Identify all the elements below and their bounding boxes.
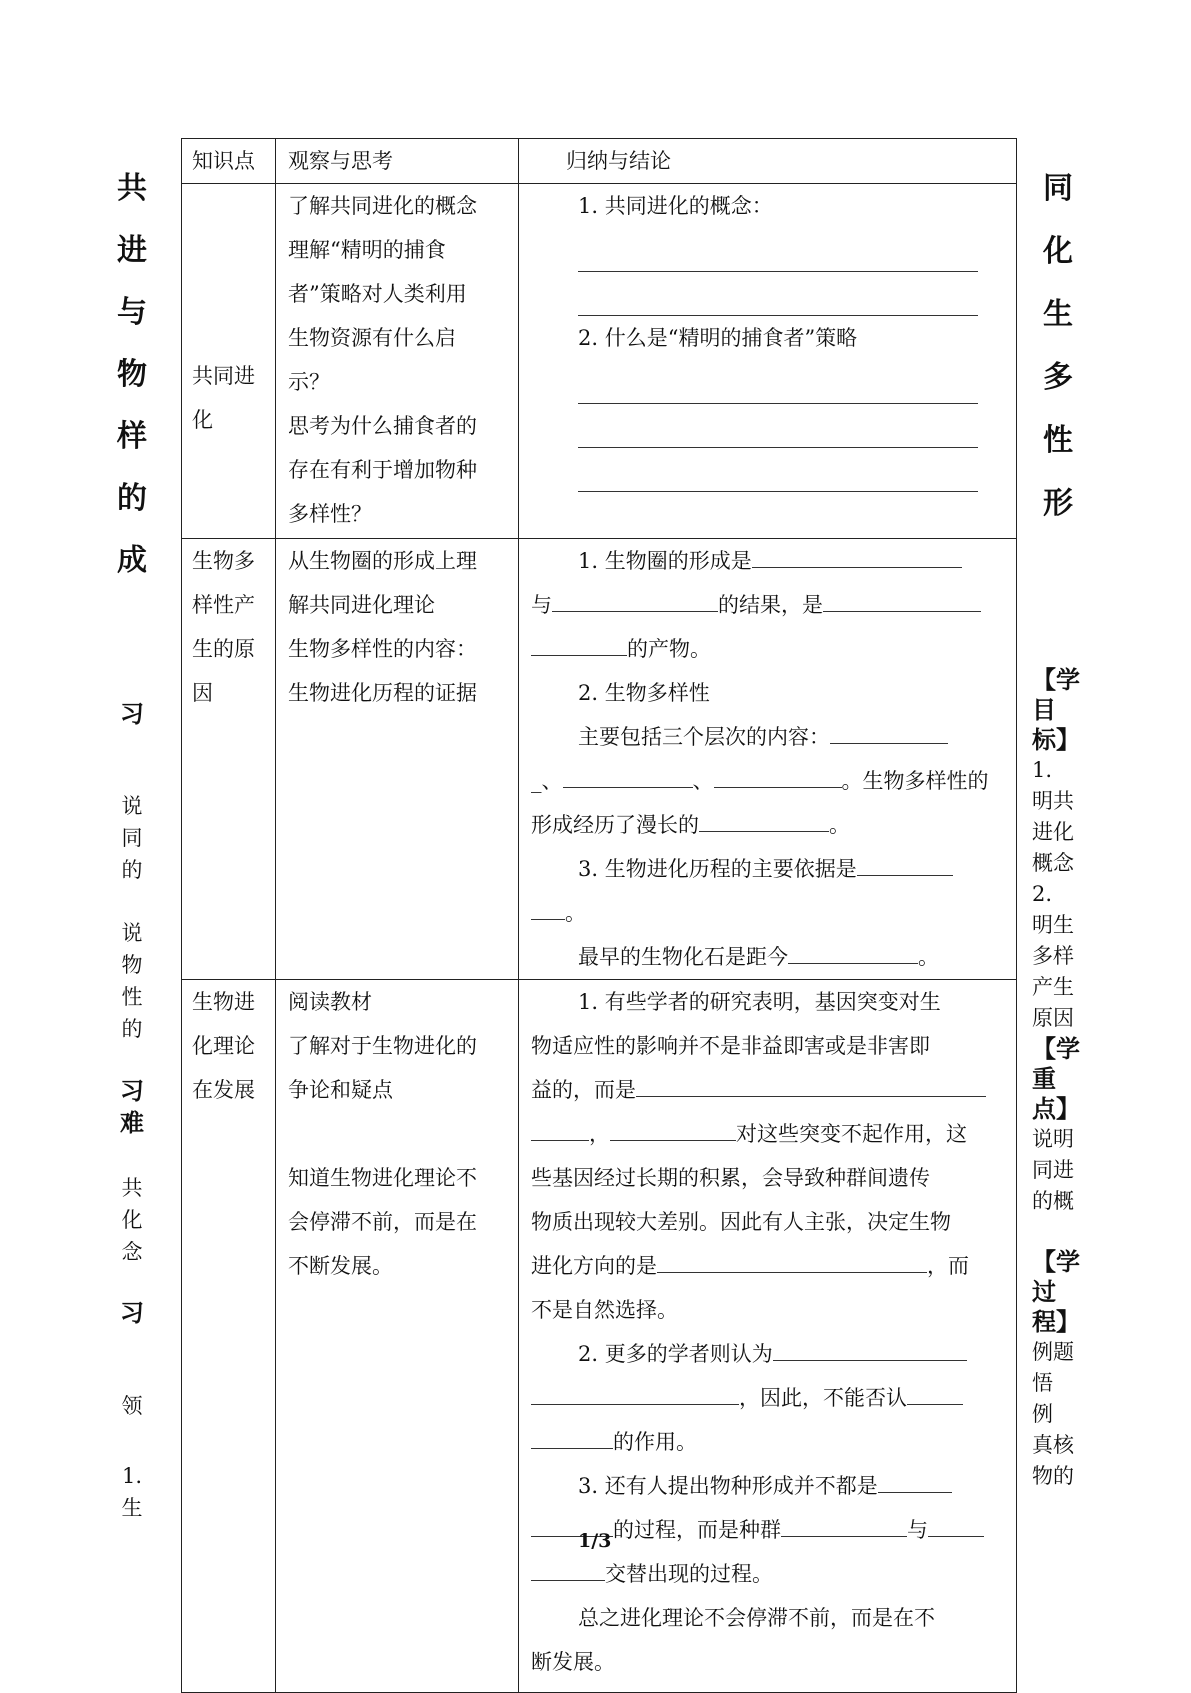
think-line: 生物资源有什么启 (288, 326, 456, 350)
left-char: 同 (121, 826, 143, 850)
topic-line: 生的原 (192, 637, 255, 661)
right-note-text: 例 (1032, 1402, 1053, 1426)
left-small-group-2 (106, 917, 158, 1045)
topic-line: 在发展 (192, 1078, 255, 1102)
answer-blank[interactable] (928, 1512, 984, 1537)
right-title-char: 化 (1043, 234, 1073, 269)
left-char: 化 (121, 1208, 143, 1232)
answer-blank[interactable] (531, 1556, 605, 1581)
answer-blank[interactable] (578, 360, 978, 404)
answer-blank[interactable] (788, 939, 918, 964)
left-char: 说 (121, 794, 143, 818)
conclusion-text: 总之进化理论不会停滞不前，而是在不 (578, 1606, 935, 1630)
right-title-char: 多 (1043, 360, 1073, 395)
answer-blank[interactable] (773, 1336, 967, 1361)
conclusion-text: 。 (829, 813, 850, 837)
left-char: 共 (121, 1176, 143, 1200)
study-table (181, 138, 1017, 1693)
answer-blank[interactable] (578, 228, 978, 272)
answer-blank[interactable] (531, 895, 565, 920)
think-line: 示？ (288, 370, 330, 394)
left-char: 念 (121, 1240, 143, 1264)
answer-blank[interactable] (830, 719, 948, 744)
conclusion-text: 3. 生物进化历程的主要依据是 (578, 857, 857, 881)
right-title-char: 同 (1043, 171, 1073, 206)
right-title-char: 形 (1043, 486, 1073, 521)
conclusion-text: ，而 (927, 1254, 969, 1278)
left-char: 的 (121, 858, 143, 882)
conclusion-text: 。 (565, 901, 586, 925)
conclusion-text: 2. 更多的学者则认为 (578, 1342, 773, 1366)
left-title-char: 物 (117, 357, 147, 392)
process-heading: 过 (1032, 1277, 1056, 1306)
conclusion-text: 进化方向的是 (531, 1254, 657, 1278)
conclusion-text: 形成经历了漫长的 (531, 813, 699, 837)
left-title-char: 成 (117, 543, 147, 578)
topic-line: 生物多 (192, 549, 255, 573)
table-row-theory-development (182, 979, 1016, 1692)
answer-blank[interactable] (781, 1512, 907, 1537)
process-heading: 【学 (1032, 1247, 1080, 1276)
right-note-text: 2. (1032, 882, 1053, 906)
left-title-char: 样 (117, 419, 147, 454)
right-note-text: 物的 (1032, 1464, 1074, 1488)
topic-line: 化理论 (192, 1034, 255, 1058)
think-line: 从生物圈的形成上理 (288, 549, 477, 573)
left-char: 生 (121, 1496, 143, 1520)
conclusion-text: 与 (531, 593, 552, 617)
answer-blank[interactable] (636, 1072, 986, 1097)
conclusion-text: 3. 还有人提出物种形成并不都是 (578, 1474, 878, 1498)
conclusion-text: 1. 生物圈的形成是 (578, 549, 752, 573)
left-title-char: 共 (117, 171, 147, 206)
right-note-text: 例题 (1032, 1340, 1074, 1364)
answer-blank[interactable] (578, 272, 978, 316)
think-line: 知道生物进化理论不 (288, 1166, 477, 1190)
right-note-text: 产生 (1032, 975, 1074, 999)
think-line: 会停滞不前，而是在 (288, 1210, 477, 1234)
left-char: 物 (121, 953, 143, 977)
conclusion-text: 断发展。 (531, 1650, 615, 1674)
conclusion-line: 2. 什么是“精明的捕食者”策略 (578, 326, 858, 350)
topic-cell (182, 980, 276, 1692)
table-row-coevolution (182, 183, 1016, 538)
conclusion-text: 物适应性的影响并不是非益即害或是非害即 (531, 1034, 930, 1058)
answer-blank[interactable] (610, 1116, 736, 1141)
answer-blank[interactable] (907, 1380, 963, 1405)
right-note-text: 真核 (1032, 1433, 1074, 1457)
left-title-char: 进 (117, 233, 147, 268)
topic-line: 共同进 (192, 364, 255, 388)
conclusion-text: 物质出现较大差别。因此有人主张，决定生物 (531, 1210, 951, 1234)
left-char: 的 (121, 1017, 143, 1041)
topic-cell (182, 539, 276, 979)
learning-goal-heading: 目 (1032, 695, 1056, 724)
left-small-group-1 (106, 790, 158, 886)
think-line: 争论和疑点 (288, 1078, 393, 1102)
think-line: 生物多样性的内容： (288, 637, 477, 661)
answer-blank[interactable] (714, 763, 842, 788)
header-topic: 知识点 (182, 139, 276, 183)
answer-blank[interactable] (857, 851, 953, 876)
answer-blank[interactable] (823, 587, 981, 612)
think-line: 者”策略对人类利用 (288, 282, 467, 306)
left-char: 1. (121, 1464, 143, 1488)
right-note-text: 明生 (1032, 913, 1074, 937)
right-title-char: 生 (1043, 297, 1073, 332)
conclusion-cell (519, 184, 1016, 538)
key-point-heading: 【学 (1032, 1034, 1080, 1063)
think-line: 不断发展。 (288, 1254, 393, 1278)
conclusion-text: 的产物。 (627, 637, 711, 661)
conclusion-text: 2. 生物多样性 (578, 681, 710, 705)
think-line: 解共同进化理论 (288, 593, 435, 617)
conclusion-text: _、 (531, 769, 563, 793)
left-title-char: 的 (117, 481, 147, 516)
right-note-text: 悟 (1032, 1371, 1053, 1395)
conclusion-text: ， (589, 1122, 610, 1146)
conclusion-text: 对这些突变不起作用，这 (736, 1122, 967, 1146)
header-think: 观察与思考 (276, 139, 519, 183)
think-line: 多样性？ (288, 502, 372, 526)
conclusion-text: 的结果，是 (718, 593, 823, 617)
answer-blank[interactable] (531, 1424, 613, 1449)
think-line: 存在有利于增加物种 (288, 458, 477, 482)
conclusion-text: 最早的生物化石是距今 (578, 945, 788, 969)
right-note-text: 的概 (1032, 1189, 1074, 1213)
conclusion-text: ，因此，不能否认 (739, 1386, 907, 1410)
header-conclusion: 归纳与结论 (566, 149, 671, 173)
table-row-biodiversity (182, 538, 1016, 979)
right-note-text: 1. (1032, 758, 1053, 782)
right-note-text: 概念 (1032, 851, 1074, 875)
left-bottom-group (106, 1460, 158, 1524)
conclusion-text: 些基因经过长期的积累，会导致种群间遗传 (531, 1166, 930, 1190)
think-cell (276, 184, 519, 538)
answer-blank[interactable] (531, 631, 627, 656)
think-line: 思考为什么捕食者的 (288, 414, 477, 438)
right-note-text: 进化 (1032, 820, 1074, 844)
conclusion-text: 益的，而是 (531, 1078, 636, 1102)
answer-blank[interactable] (563, 763, 693, 788)
conclusion-line: 1. 共同进化的概念： (578, 194, 773, 218)
left-vertical-title (106, 158, 158, 592)
think-line: 理解“精明的捕食 (288, 238, 446, 262)
answer-blank[interactable] (578, 404, 978, 448)
conclusion-text: 。生物多样性的 (841, 769, 989, 793)
answer-blank[interactable] (878, 1468, 952, 1493)
left-char: 性 (121, 985, 143, 1009)
answer-blank[interactable] (699, 807, 829, 832)
left-bold-group-2 (106, 1075, 158, 1139)
left-char: 说 (121, 921, 143, 945)
learning-goal-heading: 【学 (1032, 665, 1080, 694)
left-xi-1: 习 (120, 699, 144, 728)
left-small-group-3 (106, 1172, 158, 1268)
key-point-heading: 点】 (1032, 1094, 1080, 1123)
conclusion-text: 交替出现的过程。 (605, 1562, 773, 1586)
right-note-text: 说明 (1032, 1127, 1074, 1151)
conclusion-cell (519, 539, 1016, 979)
right-note-text: 同进 (1032, 1158, 1074, 1182)
right-note-text: 多样 (1032, 944, 1074, 968)
topic-line: 化 (192, 408, 213, 432)
conclusion-text: 的过程，而是种群 (613, 1518, 781, 1542)
answer-blank[interactable] (531, 1380, 739, 1405)
left-char: 难 (120, 1108, 144, 1137)
answer-blank[interactable] (578, 448, 978, 492)
topic-line: 生物进 (192, 990, 255, 1014)
right-side-notes (1032, 665, 1094, 1492)
learning-goal-heading: 标】 (1032, 725, 1080, 754)
answer-blank[interactable] (531, 1116, 589, 1141)
right-vertical-title (1032, 157, 1094, 535)
think-line: 生物进化历程的证据 (288, 681, 477, 705)
conclusion-text: 主要包括三个层次的内容： (578, 725, 830, 749)
think-line: 阅读教材 (288, 990, 372, 1014)
right-note-text: 原因 (1032, 1006, 1074, 1030)
answer-blank[interactable] (657, 1248, 927, 1273)
conclusion-text: 、 (692, 769, 714, 793)
conclusion-cell (519, 980, 1016, 1692)
right-title-char: 性 (1043, 423, 1073, 458)
think-line: 了解共同进化的概念 (288, 194, 477, 218)
key-point-heading: 重 (1032, 1064, 1056, 1093)
think-cell (276, 539, 519, 979)
process-heading: 程】 (1032, 1307, 1080, 1336)
conclusion-text: 的作用。 (613, 1430, 697, 1454)
conclusion-text: 与 (907, 1518, 928, 1542)
topic-line: 因 (192, 681, 213, 705)
think-cell (276, 980, 519, 1692)
left-title-char: 与 (117, 295, 147, 330)
topic-line: 样性产 (192, 593, 255, 617)
left-xi-3: 习 (120, 1298, 144, 1327)
right-note-text: 明共 (1032, 789, 1074, 813)
left-ling: 领 (121, 1394, 143, 1418)
conclusion-text: 。 (918, 945, 939, 969)
left-char: 习 (120, 1076, 144, 1105)
think-line: 了解对于生物进化的 (288, 1034, 477, 1058)
table-header-row (182, 139, 1016, 183)
page-number: 1/3 (578, 1530, 612, 1552)
answer-blank[interactable] (552, 587, 718, 612)
conclusion-text: 不是自然选择。 (531, 1298, 678, 1322)
conclusion-text: 1. 有些学者的研究表明，基因突变对生 (578, 990, 941, 1014)
topic-cell (182, 184, 276, 538)
answer-blank[interactable] (752, 543, 962, 568)
